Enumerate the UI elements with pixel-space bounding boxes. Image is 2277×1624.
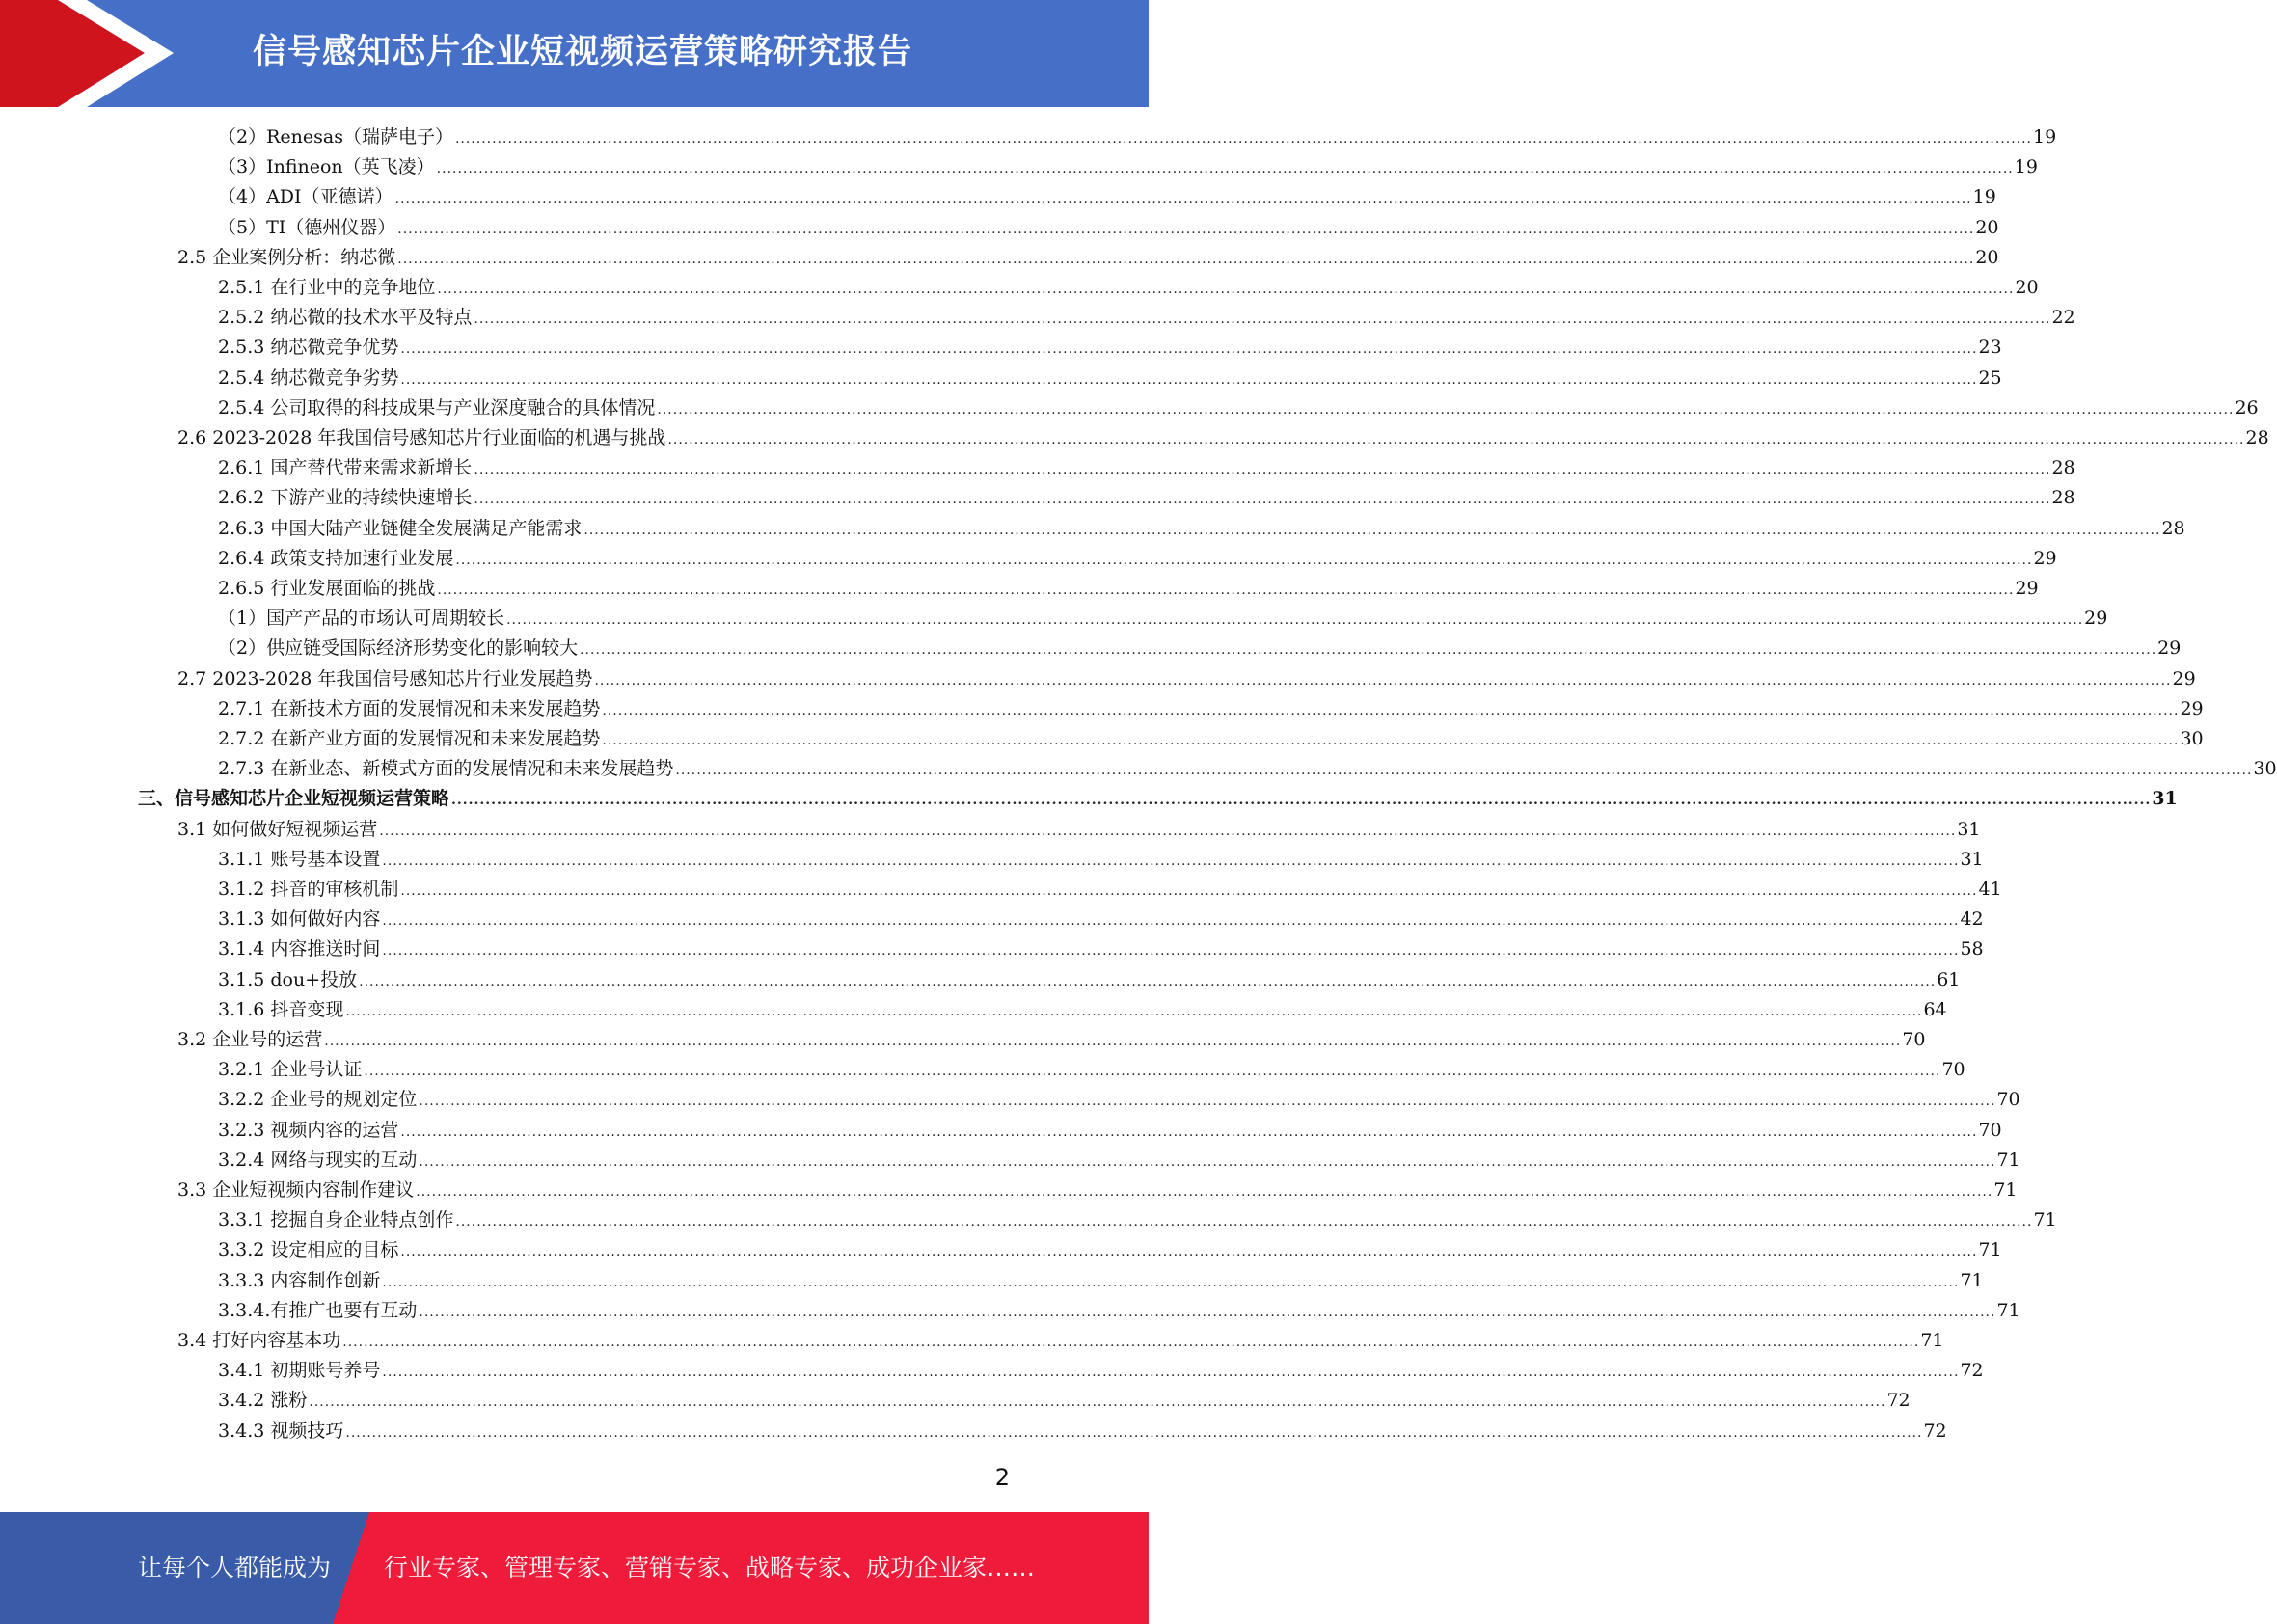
toc-entry-label: 3.3.2 设定相应的目标 <box>218 1239 399 1261</box>
toc-entry[interactable] <box>218 273 2039 302</box>
toc-entry[interactable] <box>218 1116 2002 1145</box>
toc-entry-label: 3.2.2 企业号的规划定位 <box>218 1089 418 1111</box>
toc-entry-page: 70 <box>1902 1029 1926 1050</box>
page-number: 2 <box>994 1464 1010 1491</box>
report-title: 信号感知芯片企业短视频运营策略研究报告 <box>253 33 913 71</box>
toc-entry-label: 2.5.4 公司取得的科技成果与产业深度融合的具体情况 <box>218 396 656 419</box>
toc-entry-page: 28 <box>2051 487 2075 509</box>
toc-entry-page: 71 <box>2033 1209 2057 1232</box>
toc-entry-label: 2.5.4 纳芯微竞争劣势 <box>218 366 399 389</box>
toc-entry[interactable] <box>218 754 2277 783</box>
toc-entry-page: 19 <box>2014 156 2038 178</box>
toc-entry-label: 3.1 如何做好短视频运营 <box>177 818 378 840</box>
toc-leader-dots: ............................................................................................................................................................................................................................................................................................................ <box>345 1003 1923 1019</box>
toc-leader-dots: ............................................................................................................................................................................................................................................................................................................ <box>309 1394 1886 1411</box>
toc-leader-dots: ............................................................................................................................................................................................................................................................................................................ <box>474 462 2051 478</box>
toc-entry-label: 2.6.4 政策支持加速行业发展 <box>218 547 454 569</box>
toc-entry-page: 29 <box>2180 697 2204 719</box>
toc-entry-page: 70 <box>1941 1059 1965 1081</box>
toc-entry-label: 2.6.3 中国大陆产业链健全发展满足产能需求 <box>218 517 583 539</box>
toc-entry[interactable] <box>177 243 1999 272</box>
toc-entry-label: 2.6.1 国产替代带来需求新增长 <box>218 457 473 479</box>
toc-entry-page: 29 <box>2084 608 2108 630</box>
toc-leader-dots: ............................................................................................................................................................................................................................................................................................................ <box>416 1184 1993 1200</box>
toc-entry[interactable] <box>218 182 1996 211</box>
toc-leader-dots: ............................................................................................................................................................................................................................................................................................................ <box>382 1274 1960 1290</box>
toc-entry-page: 28 <box>2161 517 2185 539</box>
toc-entry-page: 22 <box>2051 307 2075 329</box>
toc-entry[interactable] <box>218 122 2057 151</box>
toc-leader-dots: ............................................................................................................................................................................................................................................................................................................ <box>594 672 2172 689</box>
toc-entry[interactable] <box>218 393 2259 422</box>
toc-entry-label: 3.3.1 挖掘自身企业特点创作 <box>218 1209 454 1232</box>
toc-leader-dots: ............................................................................................................................................................................................................................................................................................................ <box>382 853 1960 869</box>
toc-entry[interactable] <box>218 1085 2020 1114</box>
footer-slogan-left: 让每个人都能成为 <box>138 1554 332 1582</box>
toc-entry-page: 71 <box>1978 1239 2002 1261</box>
toc-entry[interactable] <box>177 664 2196 693</box>
toc-entry-label: （2）Renesas（瑞萨电子） <box>218 126 453 148</box>
toc-entry-page: 28 <box>2051 457 2075 479</box>
toc-leader-dots: ............................................................................................................................................................................................................................................................................................................ <box>474 492 2051 508</box>
toc-entry[interactable] <box>218 1386 1911 1415</box>
toc-leader-dots: ............................................................................................................................................................................................................................................................................................................ <box>394 191 1972 207</box>
toc-entry-page: 72 <box>1960 1360 1984 1382</box>
toc-entry[interactable] <box>218 514 2185 543</box>
toc-entry-label: 3.4.2 涨粉 <box>218 1390 308 1412</box>
toc-entry[interactable] <box>218 724 2204 753</box>
footer-slogan-right: 行业专家、管理专家、营销专家、战略专家、成功企业家…… <box>384 1554 1036 1582</box>
toc-entry-page: 29 <box>2157 637 2182 660</box>
toc-entry[interactable] <box>218 213 1999 242</box>
toc-entry-label: 2.5.2 纳芯微的技术水平及特点 <box>218 307 473 329</box>
toc-entry[interactable] <box>218 1356 1984 1385</box>
toc-entry[interactable] <box>218 1146 2020 1175</box>
toc-entry[interactable] <box>177 815 1981 844</box>
toc-entry[interactable] <box>218 152 2038 181</box>
toc-entry-label: 2.7.3 在新业态、新模式方面的发展情况和未来发展趋势 <box>218 758 674 780</box>
toc-leader-dots: ............................................................................................................................................................................................................................................................................................................ <box>397 251 1975 267</box>
toc-entry[interactable] <box>177 423 2269 452</box>
toc-entry[interactable] <box>177 1326 1944 1355</box>
toc-entry-page: 71 <box>1960 1269 1984 1291</box>
toc-entry-label: （2）供应链受国际经济形势变化的影响较大 <box>218 637 579 660</box>
toc-leader-dots: ............................................................................................................................................................................................................................................................................................................ <box>342 1335 1920 1350</box>
toc-entry-page: 31 <box>1957 818 1981 840</box>
toc-leader-dots: ............................................................................................................................................................................................................................................................................................................ <box>324 1034 1902 1049</box>
toc-entry-label: 3.2 企业号的运营 <box>177 1029 323 1050</box>
toc-entry-page: 58 <box>1960 938 1984 961</box>
toc-entry[interactable] <box>218 574 2039 603</box>
toc-entry-page: 72 <box>1923 1420 1947 1442</box>
toc-entry-page: 29 <box>2033 547 2057 569</box>
toc-entry-label: 3.2.1 企业号认证 <box>218 1059 363 1081</box>
toc-entry-page: 64 <box>1923 998 1947 1020</box>
toc-entry-page: 70 <box>1978 1119 2002 1141</box>
toc-leader-dots: ............................................................................................................................................................................................................................................................................................................ <box>437 582 2015 598</box>
toc-leader-dots: ............................................................................................................................................................................................................................................................................................................ <box>419 1304 1996 1320</box>
toc-entry-page: 42 <box>1960 908 1984 931</box>
toc-leader-dots: ............................................................................................................................................................................................................................................................................................................ <box>400 341 1978 358</box>
toc-entry-page: 72 <box>1886 1390 1911 1412</box>
toc-entry-page: 71 <box>1996 1299 2020 1321</box>
toc-entry[interactable] <box>218 483 2075 512</box>
toc-entry-label: 3.1.5 dou+投放 <box>218 968 358 990</box>
toc-entry-page: 25 <box>1978 366 2002 389</box>
toc-entry-page: 31 <box>1960 848 1984 870</box>
toc-leader-dots: ............................................................................................................................................................................................................................................................................................................ <box>436 161 2014 177</box>
toc-entry-page: 61 <box>1937 968 1961 990</box>
toc-entry[interactable] <box>218 604 2108 633</box>
toc-entry[interactable] <box>218 634 2182 663</box>
toc-entry[interactable] <box>177 1025 1926 1054</box>
toc-entry[interactable] <box>218 905 1984 934</box>
toc-entry-label: 3.4 打好内容基本功 <box>177 1330 341 1351</box>
toc-leader-dots: ............................................................................................................................................................................................................................................................................................................ <box>400 883 1978 899</box>
toc-entry-label: 3.1.4 内容推送时间 <box>218 938 381 961</box>
toc-entry-page: 26 <box>2235 396 2259 419</box>
toc-leader-dots: ............................................................................................................................................................................................................................................................................................................ <box>451 793 2152 809</box>
toc-leader-dots: ............................................................................................................................................................................................................................................................................................................ <box>400 1244 1978 1260</box>
toc-leader-dots: ............................................................................................................................................................................................................................................................................................................ <box>455 1214 2033 1231</box>
toc-entry-label: 3.3.4.有推广也要有互动 <box>218 1299 418 1321</box>
toc-entry[interactable] <box>218 934 1984 963</box>
toc-entry[interactable] <box>218 1296 2020 1325</box>
toc-leader-dots: ............................................................................................................................................................................................................................................................................................................ <box>359 973 1937 989</box>
toc-leader-dots: ............................................................................................................................................................................................................................................................................................................ <box>364 1064 1941 1080</box>
toc-leader-dots: ............................................................................................................................................................................................................................................................................................................ <box>583 522 2161 538</box>
toc-entry-label: 2.6.2 下游产业的持续快速增长 <box>218 487 473 509</box>
toc-entry[interactable] <box>218 544 2057 573</box>
toc-entry[interactable] <box>218 875 2002 904</box>
toc-entry-label: 3.3.3 内容制作创新 <box>218 1269 381 1291</box>
toc-leader-dots: ............................................................................................................................................................................................................................................................................................................ <box>437 282 2015 297</box>
toc-leader-dots: ............................................................................................................................................................................................................................................................................................................ <box>345 1424 1923 1441</box>
toc-entry-page: 20 <box>1975 246 1999 268</box>
toc-entry-label: 2.5 企业案例分析：纳芯微 <box>177 246 396 268</box>
toc-entry-label: （3）Infineon（英飞凌） <box>218 156 435 178</box>
toc-leader-dots: ............................................................................................................................................................................................................................................................................................................ <box>379 823 1957 839</box>
toc-entry-label: 2.6 2023-2028 年我国信号感知芯片行业面临的机遇与挑战 <box>177 427 666 448</box>
toc-entry-label: （5）TI（德州仪器） <box>218 216 396 238</box>
toc-leader-dots: ............................................................................................................................................................................................................................................................................................................ <box>400 371 1978 388</box>
toc-entry-label: 3.1.2 抖音的审核机制 <box>218 879 399 900</box>
toc-leader-dots: ............................................................................................................................................................................................................................................................................................................ <box>419 1094 1996 1110</box>
toc-leader-dots: ............................................................................................................................................................................................................................................................................................................ <box>455 552 2033 568</box>
page-header <box>0 0 1149 107</box>
toc-entry-label: 2.7.2 在新产业方面的发展情况和未来发展趋势 <box>218 728 601 749</box>
toc-entry-label: 3.3 企业短视频内容制作建议 <box>177 1179 415 1201</box>
toc-entry-page: 41 <box>1978 879 2002 900</box>
toc-leader-dots: ............................................................................................................................................................................................................................................................................................................ <box>400 1123 1978 1140</box>
toc-leader-dots: ............................................................................................................................................................................................................................................................................................................ <box>382 1365 1960 1381</box>
toc-entry-label: 三、信号感知芯片企业短视频运营策略 <box>138 788 450 810</box>
toc-leader-dots: ............................................................................................................................................................................................................................................................................................................ <box>397 221 1975 237</box>
toc-entry-label: 2.5.1 在行业中的竞争地位 <box>218 277 436 298</box>
toc-entry-label: 3.1.3 如何做好内容 <box>218 908 381 931</box>
toc-entry-page: 23 <box>1978 337 2002 359</box>
toc-leader-dots: ............................................................................................................................................................................................................................................................................................................ <box>506 612 2084 629</box>
toc-entry-page: 20 <box>1975 216 1999 238</box>
toc-entry[interactable] <box>218 965 1961 994</box>
toc-entry[interactable] <box>218 694 2204 723</box>
toc-entry-page: 28 <box>2245 427 2269 448</box>
toc-entry[interactable] <box>218 333 2002 362</box>
toc-entry-page: 31 <box>2152 788 2178 810</box>
toc-entry-page: 71 <box>1920 1330 1944 1351</box>
toc-entry-page: 29 <box>2015 578 2039 599</box>
toc-entry-label: 2.5.3 纳芯微竞争优势 <box>218 337 399 359</box>
toc-leader-dots: ............................................................................................................................................................................................................................................................................................................ <box>602 733 2180 748</box>
toc-entry-label: （1）国产产品的市场认可周期较长 <box>218 608 505 630</box>
toc-leader-dots: ............................................................................................................................................................................................................................................................................................................ <box>382 943 1960 960</box>
toc-entry-page: 19 <box>2033 126 2057 148</box>
toc-entry[interactable] <box>218 1055 1965 1084</box>
toc-entry-label: 3.1.6 抖音变现 <box>218 998 344 1020</box>
toc-entry-label: 3.1.1 账号基本设置 <box>218 848 381 870</box>
toc-entry[interactable] <box>138 784 2178 813</box>
toc-leader-dots: ............................................................................................................................................................................................................................................................................................................ <box>419 1153 1996 1170</box>
header-red-chevron <box>0 0 145 107</box>
toc-entry-page: 71 <box>1993 1179 2018 1201</box>
toc-entry[interactable] <box>218 1205 2057 1234</box>
toc-entry[interactable] <box>177 1176 2018 1204</box>
toc-entry-page: 70 <box>1996 1089 2020 1111</box>
toc-leader-dots: ............................................................................................................................................................................................................................................................................................................ <box>382 913 1960 930</box>
toc-entry-label: 2.7 2023-2028 年我国信号感知芯片行业发展趋势 <box>177 667 593 690</box>
toc-entry-page: 30 <box>2180 728 2204 749</box>
toc-entry-label: （4）ADI（亚德诺） <box>218 186 393 208</box>
toc-entry[interactable] <box>218 995 1947 1024</box>
toc-entry-label: 3.2.3 视频内容的运营 <box>218 1119 399 1141</box>
toc-entry-page: 29 <box>2172 667 2196 690</box>
toc-entry[interactable] <box>218 1417 1947 1446</box>
toc-entry-label: 2.6.5 行业发展面临的挑战 <box>218 578 436 599</box>
toc-entry-label: 3.4.1 初期账号养号 <box>218 1360 381 1382</box>
toc-entry[interactable] <box>218 1235 2002 1264</box>
toc-entry[interactable] <box>218 845 1984 874</box>
toc-entry-page: 20 <box>2015 277 2039 298</box>
toc-entry[interactable] <box>218 1266 1984 1295</box>
toc-leader-dots: ............................................................................................................................................................................................................................................................................................................ <box>474 311 2051 328</box>
toc-entry-label: 3.2.4 网络与现实的互动 <box>218 1149 418 1171</box>
toc-entry-page: 71 <box>1996 1149 2020 1171</box>
toc-entry[interactable] <box>218 453 2075 482</box>
toc-entry-label: 2.7.1 在新技术方面的发展情况和未来发展趋势 <box>218 697 601 719</box>
toc-leader-dots: ............................................................................................................................................................................................................................................................................................................ <box>657 401 2235 418</box>
page-footer <box>0 1512 1149 1624</box>
toc-entry-page: 30 <box>2253 758 2277 780</box>
toc-leader-dots: ............................................................................................................................................................................................................................................................................................................ <box>454 131 2033 147</box>
toc-leader-dots: ............................................................................................................................................................................................................................................................................................................ <box>667 432 2245 447</box>
toc-entry[interactable] <box>218 364 2002 392</box>
toc-leader-dots: ............................................................................................................................................................................................................................................................................................................ <box>580 642 2157 659</box>
toc-entry[interactable] <box>218 303 2075 332</box>
toc-entry-label: 3.4.3 视频技巧 <box>218 1420 344 1442</box>
toc-leader-dots: ............................................................................................................................................................................................................................................................................................................ <box>675 763 2253 779</box>
toc-entry-page: 19 <box>1972 186 1996 208</box>
toc-leader-dots: ............................................................................................................................................................................................................................................................................................................ <box>602 702 2180 718</box>
